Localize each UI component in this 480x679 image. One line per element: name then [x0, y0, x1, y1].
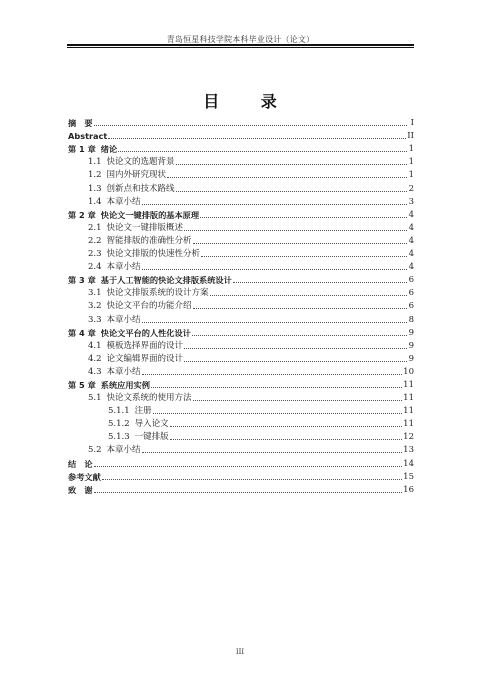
toc-entry-label	[88, 445, 141, 455]
toc-entry-text: 本章小结	[106, 366, 141, 377]
toc-entry-page: 1	[408, 157, 414, 168]
toc-entry-page: 9	[408, 353, 414, 364]
toc-entry-number: 2.2	[88, 235, 102, 246]
toc-entry-text: 快论文平台的人性化设计	[100, 327, 191, 338]
dot-leader	[193, 400, 403, 401]
toc-entry-text: 快论文排版系统的设计方案	[106, 288, 209, 299]
dot-leader	[142, 322, 407, 323]
toc-entry-label	[88, 249, 200, 259]
toc-entry[interactable]	[68, 351, 414, 364]
dot-leader	[193, 308, 407, 309]
toc-entry-label	[88, 341, 183, 351]
toc-entry-text: 快论文系统的使用方法	[106, 393, 192, 404]
dot-leader	[142, 452, 403, 453]
toc-entry-text: 本章小结	[106, 314, 141, 325]
toc-entry-label	[108, 419, 169, 429]
toc-entry-label	[88, 170, 166, 180]
toc-entry-text: 系统应用实例	[100, 379, 150, 390]
toc-entry-page: 15	[403, 471, 414, 482]
toc-entry-text: 一键排版	[134, 432, 169, 443]
toc-entry-text: 快论文的选题背景	[106, 157, 175, 168]
toc-entry-label	[88, 288, 209, 298]
dot-leader	[210, 295, 407, 296]
dot-leader	[94, 125, 407, 126]
page-header: 青岛恒星科技学院本科毕业设计（论文）	[166, 35, 315, 44]
toc-entry-text: 结 论	[68, 458, 93, 469]
toc-entry-number: 5.1.2	[108, 419, 130, 430]
toc-entry[interactable]	[68, 246, 414, 259]
toc-entry[interactable]	[68, 442, 414, 455]
toc-entry[interactable]	[68, 220, 414, 233]
toc-entry-page: 1	[408, 170, 414, 181]
toc-entry-label	[88, 301, 192, 311]
toc-entry-number: 5.1.1	[108, 406, 130, 417]
toc-entry-text: 本章小结	[106, 262, 141, 273]
toc-entry[interactable]	[68, 416, 414, 429]
toc-entry-number: 第 1 章	[68, 144, 96, 155]
toc-entry-number: 3.1	[88, 288, 102, 299]
toc-entry-text: 注册	[134, 406, 152, 417]
toc-entry-label	[88, 184, 175, 194]
toc-entry-number: 第 2 章	[68, 209, 96, 220]
toc-entry-number: 4.1	[88, 340, 102, 351]
dot-leader	[170, 426, 403, 427]
toc-entry[interactable]	[68, 154, 414, 167]
toc-entry-number: 5.1	[88, 393, 102, 404]
toc-entry-label	[68, 275, 232, 285]
toc-entry-page: 6	[408, 301, 414, 312]
toc-entry-label	[68, 131, 107, 141]
dot-leader	[167, 177, 407, 178]
toc-entry[interactable]	[68, 469, 414, 482]
dot-leader	[153, 413, 403, 414]
toc-entry[interactable]	[68, 338, 414, 351]
toc-entry[interactable]	[68, 482, 414, 495]
toc-entry-text: 绪论	[100, 144, 118, 155]
toc-entry-page: 11	[403, 379, 414, 390]
toc-title: 目 录	[203, 92, 295, 111]
dot-leader	[142, 269, 407, 270]
toc-entry-label	[108, 432, 169, 442]
toc-entry-number: 3.2	[88, 301, 102, 312]
toc-entry-label	[88, 236, 192, 246]
toc-entry-number: 第 5 章	[68, 379, 96, 390]
toc-entry-text: 快论文一键排版的基本原理	[100, 209, 200, 220]
toc-entry-page: 14	[403, 458, 414, 469]
toc-entry-number: 第 4 章	[68, 327, 96, 338]
toc-entry-number: 4.3	[88, 366, 102, 377]
toc-entry-text: 致 谢	[68, 484, 93, 495]
toc-entry-label	[68, 328, 191, 338]
dot-leader	[233, 282, 407, 283]
toc-entry[interactable]	[68, 429, 414, 442]
toc-entry-page: 1	[408, 144, 414, 155]
toc-entry[interactable]	[68, 325, 414, 338]
toc-entry-page: 11	[403, 393, 414, 404]
table-of-contents	[68, 115, 414, 495]
toc-entry[interactable]	[68, 311, 414, 324]
toc-entry-number: 5.2	[88, 445, 102, 456]
toc-entry-page: 8	[408, 314, 414, 325]
toc-entry-label	[68, 459, 93, 469]
dot-leader	[108, 138, 406, 139]
toc-entry-text: 基于人工智能的快论文排版系统设计	[100, 275, 232, 286]
toc-entry-text: 快论文排版的快速性分析	[106, 249, 201, 260]
toc-entry-label	[68, 144, 117, 154]
toc-entry-number: 2.3	[88, 249, 102, 260]
toc-entry[interactable]	[68, 207, 414, 220]
dot-leader	[193, 243, 407, 244]
toc-entry-label	[88, 223, 183, 233]
header-rule	[67, 44, 414, 46]
dot-leader	[184, 230, 407, 231]
toc-entry-page: 12	[403, 432, 414, 443]
toc-entry-label	[68, 380, 150, 390]
toc-entry-label	[68, 210, 199, 220]
toc-entry-number: 1.3	[88, 183, 102, 194]
toc-entry-text: 国内外研究现状	[106, 170, 167, 181]
toc-entry[interactable]	[68, 403, 414, 416]
toc-entry-number: 1.4	[88, 196, 102, 207]
toc-entry[interactable]	[68, 167, 414, 180]
toc-entry-text: 导入论文	[134, 419, 169, 430]
toc-entry-page: 4	[408, 209, 414, 220]
toc-entry[interactable]	[68, 194, 414, 207]
toc-entry-label	[88, 354, 183, 364]
dot-leader	[102, 479, 402, 480]
toc-entry-number: 5.1.3	[108, 432, 130, 443]
toc-entry-page: 3	[408, 196, 414, 207]
toc-entry-page: II	[407, 131, 414, 142]
dot-leader	[94, 466, 403, 467]
toc-entry-page: 16	[403, 484, 414, 495]
toc-entry[interactable]	[68, 115, 414, 128]
toc-entry-page: 4	[408, 249, 414, 260]
toc-entry[interactable]	[68, 364, 414, 377]
dot-leader	[170, 439, 403, 440]
toc-entry-number: 1.1	[88, 157, 102, 168]
toc-entry-number: 第 3 章	[68, 275, 96, 286]
toc-entry-label	[88, 367, 141, 377]
toc-entry-label	[68, 118, 93, 128]
toc-entry-label	[68, 485, 93, 495]
toc-entry-label	[88, 315, 141, 325]
toc-entry[interactable]	[68, 298, 414, 311]
dot-leader	[176, 164, 407, 165]
toc-entry-label	[88, 262, 141, 272]
toc-entry-number: 4.2	[88, 353, 102, 364]
toc-entry[interactable]	[68, 285, 414, 298]
dot-leader	[192, 335, 407, 336]
toc-entry-number: 1.2	[88, 170, 102, 181]
toc-entry-page: 11	[403, 406, 414, 417]
toc-entry[interactable]	[68, 128, 414, 141]
toc-entry-text: 模板选择界面的设计	[106, 340, 184, 351]
page-number-footer: III	[235, 648, 245, 656]
toc-entry-text: 智能排版的准确性分析	[106, 235, 192, 246]
toc-entry-text: 论文编辑界面的设计	[106, 353, 184, 364]
toc-entry-number: 3.3	[88, 314, 102, 325]
toc-entry-label	[68, 472, 101, 482]
toc-entry-text: Abstract	[68, 131, 108, 142]
toc-entry-label	[88, 393, 192, 403]
toc-entry[interactable]	[68, 233, 414, 246]
toc-entry-text: 摘 要	[68, 118, 93, 129]
dot-leader	[142, 204, 407, 205]
dot-leader	[176, 191, 407, 192]
toc-entry-page: 11	[403, 419, 414, 430]
dot-leader	[151, 387, 402, 388]
toc-entry-page: 6	[408, 288, 414, 299]
toc-entry[interactable]	[68, 390, 414, 403]
dot-leader	[142, 374, 403, 375]
toc-entry-text: 快论文一键排版概述	[106, 222, 184, 233]
toc-entry-page: 6	[408, 275, 414, 286]
toc-entry-label	[88, 197, 141, 207]
dot-leader	[200, 217, 407, 218]
toc-entry-number: 2.1	[88, 222, 102, 233]
toc-entry-text: 参考文献	[68, 471, 101, 482]
toc-entry-page: 13	[403, 445, 414, 456]
toc-entry[interactable]	[68, 259, 414, 272]
header-rule-thin	[67, 47, 414, 48]
toc-entry-page: 4	[408, 222, 414, 233]
dot-leader	[201, 256, 407, 257]
toc-entry-page: 9	[408, 327, 414, 338]
toc-entry-page: 10	[403, 366, 414, 377]
toc-entry[interactable]	[68, 141, 414, 154]
toc-entry[interactable]	[68, 455, 414, 468]
toc-entry-label	[88, 157, 175, 167]
dot-leader	[184, 361, 407, 362]
toc-entry-text: 本章小结	[106, 196, 141, 207]
toc-entry-page: I	[410, 118, 414, 129]
toc-entry-page: 4	[408, 262, 414, 273]
dot-leader	[184, 348, 407, 349]
toc-entry-page: 4	[408, 235, 414, 246]
toc-entry[interactable]	[68, 272, 414, 285]
toc-entry-text: 快论文平台的功能介绍	[106, 301, 192, 312]
toc-entry-number: 2.4	[88, 262, 102, 273]
toc-entry[interactable]	[68, 377, 414, 390]
dot-leader	[94, 492, 403, 493]
dot-leader	[118, 151, 407, 152]
toc-entry-label	[108, 406, 152, 416]
toc-entry-page: 9	[408, 340, 414, 351]
toc-entry-text: 创新点和技术路线	[106, 183, 175, 194]
toc-entry-text: 本章小结	[106, 445, 141, 456]
toc-entry-page: 2	[408, 183, 414, 194]
toc-entry[interactable]	[68, 180, 414, 193]
